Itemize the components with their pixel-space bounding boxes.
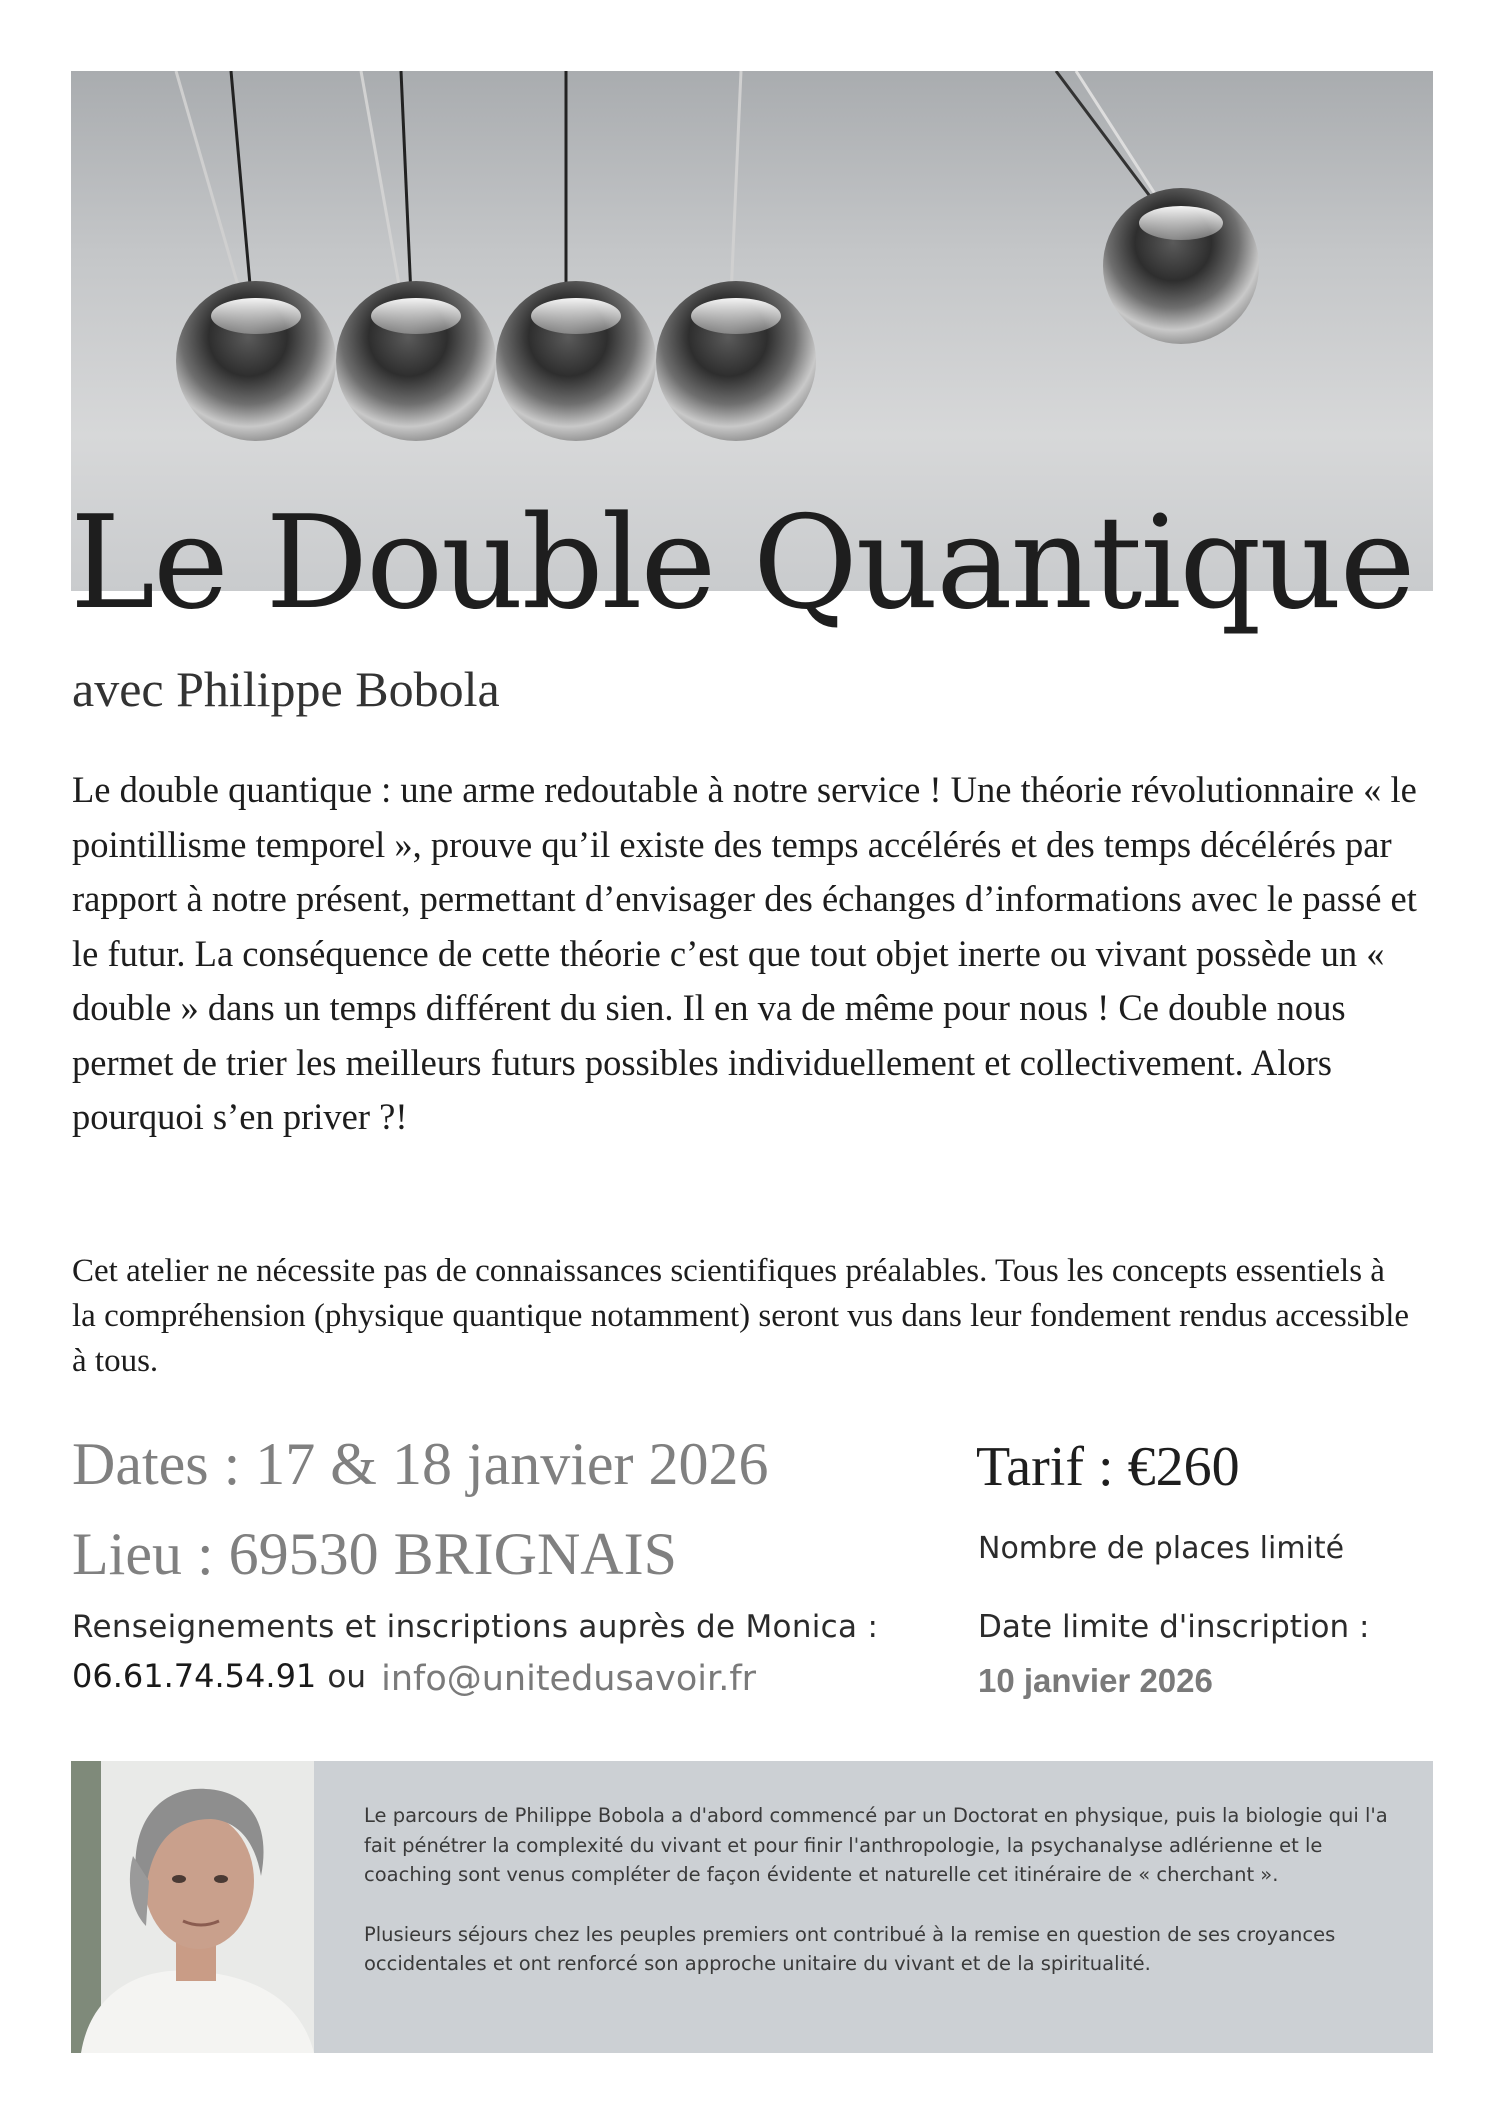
contact-line (72, 1656, 757, 1699)
event-location: Lieu : 69530 BRIGNAIS (72, 1521, 677, 1587)
limited-places-note: Nombre de places limité (978, 1531, 1345, 1566)
event-dates: Dates : 17 & 18 janvier 2026 (72, 1431, 769, 1497)
bio-section (71, 1761, 1433, 2053)
bio-text (364, 1801, 1394, 1979)
contact-or: ou (327, 1659, 366, 1695)
price: Tarif : €260 (976, 1436, 1240, 1498)
description-paragraph: Le double quantique : une arme redoutable à notre service ! Une théorie révolutionnaire « le pointillisme temporel », prouve qu’il existe des temps accélérés et des temps décélérés par rapport à notre présent, permettant d’envisager des échanges d’informations avec le passé et le futur. La conséquence de cette théorie c’est que tout objet inerte ou vivant possède un « double » dans un temps différent du sien. Il en va de même pour nous ! Ce double nous permet de trier les meilleurs futurs possibles individuellement et collectivement. Alors pourquoi s’en priver ?! (72, 769, 1417, 1137)
prerequisite-paragraph: Cet atelier ne nécessite pas de connaissances scientifiques préalables. Tous les concepts essentiels à la compréhension (physique quantique notamment) seront vus dans leur fondement rendus accessible à tous. (72, 1253, 1410, 1379)
page-subtitle: avec Philippe Bobola (72, 661, 500, 717)
page-title: Le Double Quantique (70, 489, 1414, 638)
steel-balls (176, 188, 1259, 441)
deadline-date: 10 janvier 2026 (978, 1662, 1213, 1699)
bio-paragraph-2: Plusieurs séjours chez les peuples premiers ont contribué à la remise en question de ses croyances occidentales et ont renforcé son approche unitaire du vivant et de la spiritualité. (364, 1922, 1336, 1975)
contact-label: Renseignements et inscriptions auprès de Monica : (72, 1609, 879, 1645)
pendulum-strings (176, 71, 1166, 296)
speaker-portrait (71, 1761, 314, 2053)
email-link[interactable]: info@unitedusavoir.fr (381, 1659, 757, 1699)
deadline-label: Date limite d'inscription : (978, 1609, 1370, 1645)
phone-number[interactable]: 06.61.74.54.91 (72, 1657, 317, 1695)
bio-paragraph-1: Le parcours de Philippe Bobola a d'abord commencé par un Doctorat en physique, puis la biologie qui l'a fait pénétrer la complexité du vivant et pour finir l'anthropologie, la psychanalyse adlérienne et le coaching sont venus compléter de façon évidente et naturelle cet itinéraire de « cherchant ». (364, 1804, 1388, 1886)
